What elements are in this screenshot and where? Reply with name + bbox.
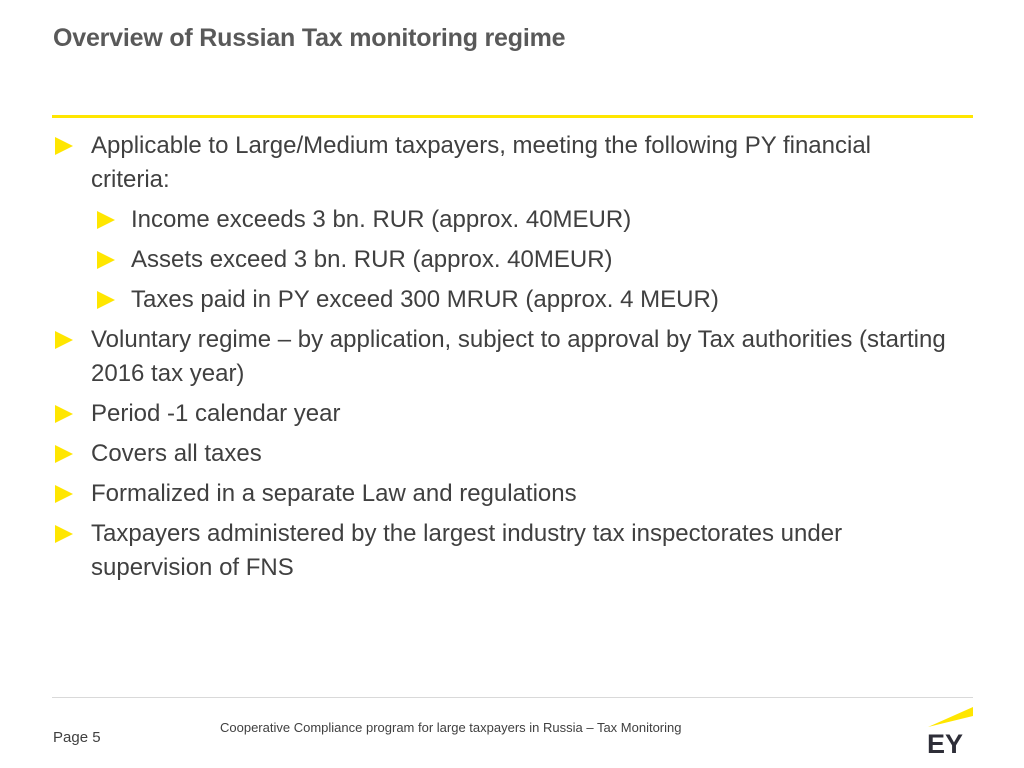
bullet-item bbox=[55, 477, 955, 511]
triangle-arrow-icon bbox=[55, 405, 73, 423]
bullet-text: Applicable to Large/Medium taxpayers, meeting the following PY financial criteria: bbox=[91, 132, 871, 193]
ey-logo-text: EY bbox=[927, 729, 964, 755]
title-divider bbox=[52, 115, 973, 118]
triangle-arrow-icon bbox=[55, 445, 73, 463]
ey-logo-icon bbox=[926, 705, 974, 755]
triangle-arrow-icon bbox=[55, 525, 73, 543]
slide-title: Overview of Russian Tax monitoring regime bbox=[53, 24, 566, 52]
triangle-arrow-icon bbox=[55, 485, 73, 503]
bullet-text: Assets exceed 3 bn. RUR (approx. 40MEUR) bbox=[131, 246, 613, 273]
triangle-arrow-icon bbox=[55, 137, 73, 155]
bullet-item bbox=[55, 397, 955, 431]
triangle-arrow-icon bbox=[97, 211, 115, 229]
bullet-item bbox=[55, 323, 955, 391]
footer-divider bbox=[52, 697, 973, 698]
bullet-text: Taxpayers administered by the largest industry tax inspectorates under supervision of FNS bbox=[91, 520, 843, 581]
bullet-item bbox=[55, 437, 955, 471]
bullet-text: Taxes paid in PY exceed 300 MRUR (approx. 4 MEUR) bbox=[131, 286, 719, 313]
triangle-arrow-icon bbox=[55, 331, 73, 349]
bullet-text: Voluntary regime – by application, subject to approval by Tax authorities (starting 2016 tax year) bbox=[91, 326, 946, 387]
page-number: Page 5 bbox=[53, 729, 101, 746]
bullet-text: Period -1 calendar year bbox=[91, 400, 341, 427]
triangle-arrow-icon bbox=[97, 291, 115, 309]
sub-bullet-item bbox=[55, 283, 955, 317]
bullet-text: Covers all taxes bbox=[91, 440, 262, 467]
triangle-arrow-icon bbox=[97, 251, 115, 269]
bullet-item bbox=[55, 129, 955, 197]
sub-bullet-item bbox=[55, 243, 955, 277]
bullet-list bbox=[55, 129, 955, 591]
bullet-text: Formalized in a separate Law and regulations bbox=[91, 480, 577, 507]
sub-bullet-item bbox=[55, 203, 955, 237]
footer-caption: Cooperative Compliance program for large taxpayers in Russia – Tax Monitoring bbox=[220, 720, 682, 735]
ey-logo-beam bbox=[928, 707, 973, 727]
bullet-item bbox=[55, 517, 955, 585]
bullet-text: Income exceeds 3 bn. RUR (approx. 40MEUR) bbox=[131, 206, 632, 233]
